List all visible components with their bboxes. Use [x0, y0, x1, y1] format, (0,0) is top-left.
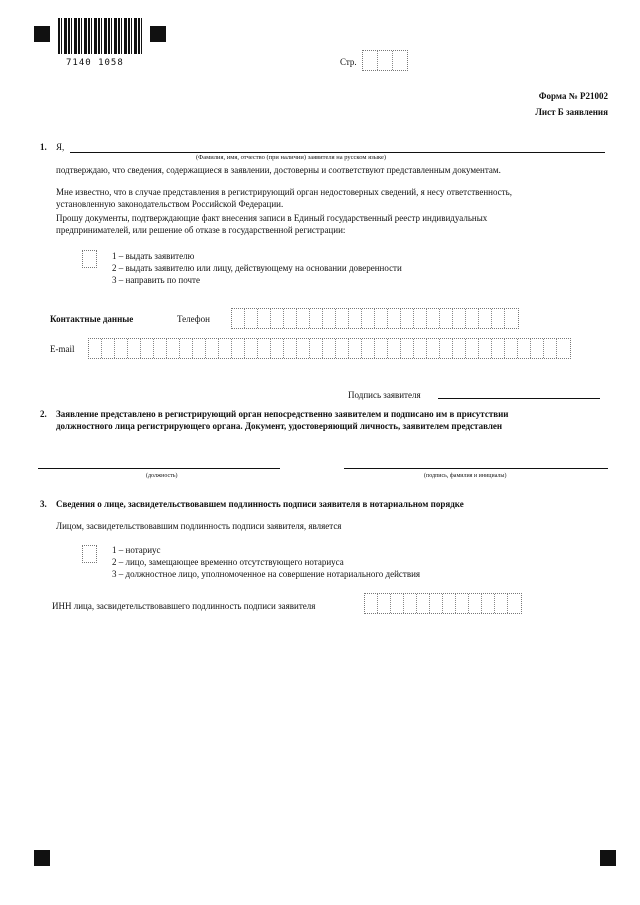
- notary-option-3: 3 – должностное лицо, уполномоченное на совершение нотариального действия: [112, 569, 421, 579]
- section2-text-2: должностного лица регистрирующего органа. Документ, удостоверяющий личность, заявителем представлен: [56, 421, 503, 431]
- contacts-label: Контактные данные: [50, 314, 134, 324]
- corner-marker-bottom-right: [600, 850, 616, 866]
- page-number-field[interactable]: [362, 50, 408, 71]
- liability-text-2: установленную законодательством Российской Федерации.: [56, 199, 284, 209]
- applicant-name-field[interactable]: [70, 152, 605, 153]
- form-number: Форма № Р21002: [538, 91, 608, 101]
- section3-title: Сведения о лице, засвидетельствовавшем подлинность подписи заявителя в нотариальном порядке: [56, 499, 464, 509]
- barcode-graphic: [58, 18, 144, 54]
- sheet-title: Лист Б заявления: [535, 107, 608, 117]
- section2-number: 2.: [40, 409, 47, 419]
- liability-text-1: Мне известно, что в случае представления в регистрирующий орган недостоверных сведений, я несу ответственность,: [56, 187, 512, 197]
- signature-label: Подпись заявителя: [348, 390, 421, 400]
- applicant-name-caption: (Фамилия, имя, отчество (при наличии) заявителя на русском языке): [196, 154, 387, 161]
- section3-number: 3.: [40, 499, 47, 509]
- phone-label: Телефон: [177, 314, 210, 324]
- official-position-caption: (должность): [146, 473, 178, 479]
- section1-number: 1.: [40, 142, 47, 152]
- notary-option-1: 1 – нотариус: [112, 545, 161, 555]
- inn-label: ИНН лица, засвидетельствовавшего подлинность подписи заявителя: [52, 601, 316, 611]
- inn-input[interactable]: [364, 593, 522, 614]
- page-label: Стр.: [340, 57, 357, 67]
- notary-type-box[interactable]: [82, 545, 97, 563]
- official-signature-field[interactable]: [344, 468, 608, 469]
- request-text-1: Прошу документы, подтверждающие факт внесения записи в Единый государственный реестр индивидуальных: [56, 213, 488, 223]
- section1-ya: Я,: [56, 142, 65, 152]
- delivery-option-1: 1 – выдать заявителю: [112, 251, 195, 261]
- email-input[interactable]: [88, 338, 571, 359]
- section3-intro: Лицом, засвидетельствовавшим подлинность подписи заявителя, является: [56, 521, 342, 531]
- notary-option-2: 2 – лицо, замещающее временно отсутствующего нотариуса: [112, 557, 344, 567]
- corner-marker-top-left: [34, 26, 50, 42]
- corner-marker-bottom-left: [34, 850, 50, 866]
- email-label: E-mail: [50, 344, 75, 354]
- section2-text-1: Заявление представлено в регистрирующий орган непосредственно заявителем и подписано им в присутствии: [56, 409, 509, 419]
- delivery-method-box[interactable]: [82, 250, 97, 268]
- official-signature-caption: (подпись, фамилия и инициалы): [424, 473, 507, 479]
- confirm-text: подтверждаю, что сведения, содержащиеся в заявлении, достоверны и соответствуют представленным документам.: [56, 165, 501, 175]
- corner-marker-top-right: [150, 26, 166, 42]
- delivery-option-3: 3 – направить по почте: [112, 275, 200, 285]
- request-text-2: предпринимателей, или решение об отказе в государственной регистрации:: [56, 225, 346, 235]
- phone-input[interactable]: [231, 308, 519, 329]
- applicant-signature-field[interactable]: [438, 398, 600, 399]
- delivery-option-2: 2 – выдать заявителю или лицу, действующему на основании доверенности: [112, 263, 402, 273]
- official-position-field[interactable]: [38, 468, 280, 469]
- barcode-number: 7140 1058: [66, 58, 124, 68]
